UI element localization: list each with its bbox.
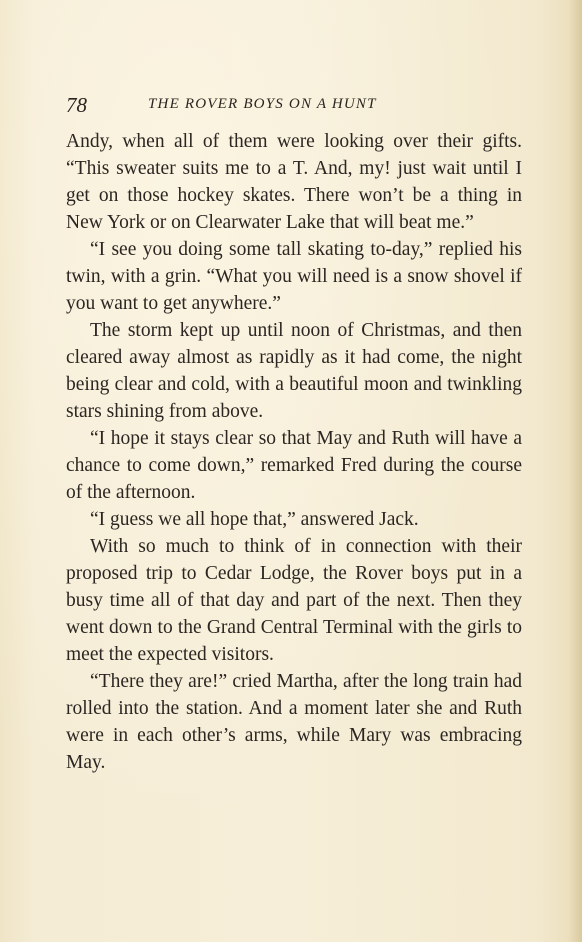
paragraph: With so much to think of in connection with their proposed trip to Cedar Lodge, the Rover boys put in a busy time all of that day and part of the next. Then they went down to the Grand Central Terminal with the girls to meet the expected visitors. — [66, 536, 522, 665]
paragraph: “I see you doing some tall skating to-day,” replied his twin, with a grin. “What you will need is a snow shovel if you want to get anywhere.” — [66, 239, 522, 314]
page-edge-shadow — [568, 0, 582, 942]
page-number: 78 — [66, 93, 87, 117]
page-header — [66, 93, 526, 119]
running-head: THE ROVER BOYS ON A HUNT — [148, 96, 377, 112]
paragraph: “I guess we all hope that,” answered Jack. — [90, 509, 419, 530]
body-text — [66, 128, 522, 776]
paragraph: “I hope it stays clear so that May and Ruth will have a chance to come down,” remarked Fred during the course of the afternoon. — [66, 428, 522, 503]
paragraph: The storm kept up until noon of Christmas, and then cleared away almost as rapidly as it had come, the night being clear and cold, with a beautiful moon and twinkling stars shining from above. — [66, 320, 522, 422]
paragraph: “There they are!” cried Martha, after the long train had rolled into the station. And a moment later she and Ruth were in each other’s arms, while Mary was embracing May. — [66, 671, 522, 773]
paragraph: Andy, when all of them were looking over their gifts. “This sweater suits me to a T. And, my! just wait until I get on those hockey skates. There won’t be a thing in New York or on Clearwater Lake that will beat me.” — [66, 131, 522, 233]
